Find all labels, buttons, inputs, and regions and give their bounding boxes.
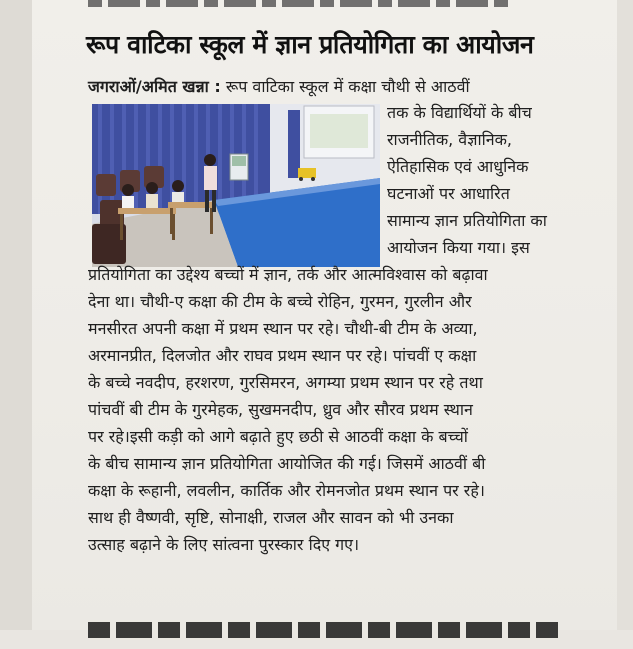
- text-line-beside-photo: सामान्य ज्ञान प्रतियोगिता का: [387, 211, 547, 230]
- text-line-full: उत्साह बढ़ाने के लिए सांत्वना पुरस्कार दिए गए।: [88, 535, 360, 554]
- cropped-previous-line: [88, 0, 508, 12]
- article-headline: रूप वाटिका स्कूल में ज्ञान प्रतियोगिता का आयोजन: [86, 30, 534, 59]
- text-line-full: साथ ही वैष्णवी, सृष्टि, सोनाक्षी, राजल और सावन को भी उनका: [88, 508, 454, 527]
- text-line-full: पर रहे।इसी कड़ी को आगे बढ़ाते हुए छठी से आठवीं कक्षा के बच्चों: [88, 427, 468, 446]
- text-line-beside-photo: ऐतिहासिक एवं आधुनिक: [387, 157, 529, 176]
- text-line-full: के बच्चे नवदीप, हरशरण, गुरसिमरन, अगम्या प्रथम स्थान पर रहे तथा: [88, 373, 483, 392]
- byline: जगराओं/अमित खन्ना :: [88, 77, 221, 96]
- text-line-beside-photo: राजनीतिक, वैज्ञानिक,: [387, 130, 513, 149]
- text-line-beside-photo: रूप वाटिका स्कूल में कक्षा चौथी से आठवीं: [225, 77, 470, 96]
- text-line-beside-photo: तक के विद्यार्थियों के बीच: [387, 103, 532, 122]
- text-line-beside-photo: घटनाओं पर आधारित: [387, 184, 510, 203]
- text-line-full: के बीच सामान्य ज्ञान प्रतियोगिता आयोजित की गई। जिसमें आठवीं बी: [88, 454, 486, 473]
- text-line-beside-photo: आयोजन किया गया। इस: [387, 238, 530, 257]
- text-line-full: अरमानप्रीत, दिलजोत और राघव प्रथम स्थान पर रहे। पांचवीं ए कक्षा: [88, 346, 477, 365]
- byline-line: [88, 75, 470, 99]
- text-line-full: देना था। चौथी-ए कक्षा की टीम के बच्चे रोहिन, गुरमन, गुरलीन और: [88, 292, 472, 311]
- page-margin-left: [0, 0, 32, 630]
- text-line-full: प्रतियोगिता का उद्देश्य बच्चों में ज्ञान, तर्क और आत्मविश्वास को बढ़ावा: [88, 265, 488, 284]
- page-margin-right: [617, 0, 633, 630]
- article-photo: [92, 104, 380, 267]
- text-line-full: कक्षा के रूहानी, लवलीन, कार्तिक और रोमनजोत प्रथम स्थान पर रहे।: [88, 481, 485, 500]
- classroom-photo-illustration: [92, 104, 380, 267]
- text-line-full: पांचवीं बी टीम के गुरमेहक, सुखमनदीप, ध्रुव और सौरव प्रथम स्थान: [88, 400, 473, 419]
- cropped-next-headline: [88, 606, 628, 649]
- text-line-full: मनसीरत अपनी कक्षा में प्रथम स्थान पर रहे। चौथी-बी टीम के अव्या,: [88, 319, 478, 338]
